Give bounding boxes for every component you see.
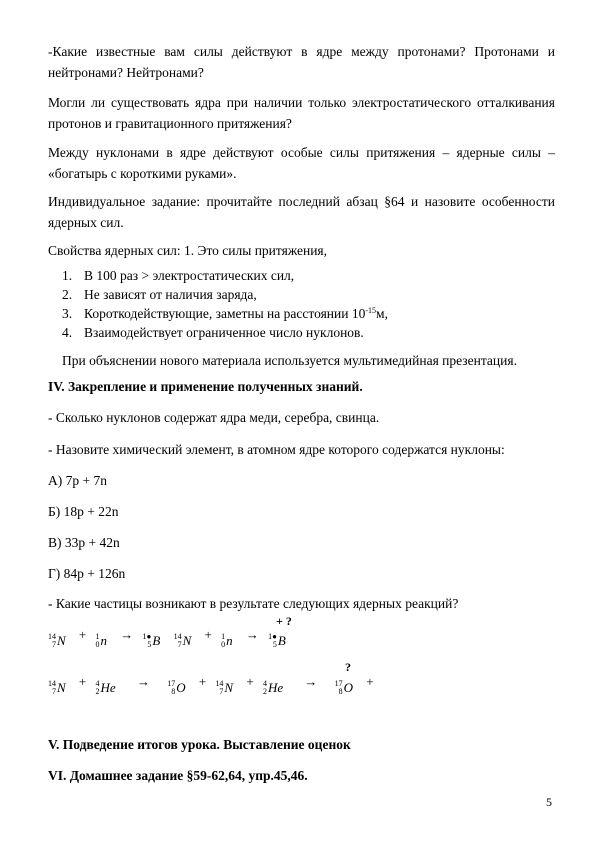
list-number: 1. [62,268,73,283]
nuclide: 1● 5 B [142,632,161,649]
option-c: В) 33p + 42n [48,535,120,550]
reaction-2: 14 7 N + 4 2 He → 17 8 O + 14 7 N + 4 2 He → 17 8 O + [48,674,374,696]
section-5-heading: V. Подведение итогов урока. Выставление оценок [48,737,351,752]
list-item [62,323,542,342]
nuclear-forces-line2: «богатырь с короткими руками». [48,166,237,181]
list-text: В 100 раз > электростатических сил, [84,268,295,283]
list-number: 3. [62,306,73,321]
question-nucleon-count: - Сколько нуклонов содержат ядра меди, серебра, свинца. [48,410,380,425]
list-item [62,304,542,323]
option-a: А) 7p + 7n [48,473,107,488]
question-forces-line2: нейтронами? Нейтронами? [48,65,204,80]
nuclide: 14 7 N [215,679,234,696]
option-d: Г) 84p + 126n [48,566,126,581]
list-text: Взаимодействует ограниченное число нуклонов. [84,325,364,340]
list-text: Не зависят от наличия заряда, [84,287,257,302]
list-item [62,285,542,304]
nuclide: 14 7 N [48,632,66,649]
nuclide: 14 7 N [48,679,66,696]
list-text [84,304,388,323]
nuclide: 4 2 He [262,679,284,696]
question-nuclei-line2: протонов и гравитационного притяжения? [48,116,292,131]
nuclide: 17 8 O [334,679,353,696]
nuclide: 4 2 He [95,679,116,696]
properties-intro: Свойства ядерных сил: 1. Это силы притяжения, [48,243,327,258]
unknown-particle-2: ? [345,660,351,674]
individual-task-line2: ядерных сил. [48,215,124,230]
option-b: Б) 18p + 22n [48,504,119,519]
list-text-before: Короткодействующие, заметны на расстоянии 10 [84,306,366,321]
reaction-1: 14 7 N + 1 0 n → 1● 5 B 14 7 N + 1 0 n → 1● 5 B [48,627,286,649]
nuclide: 14 7 N [173,632,192,649]
question-particles: - Какие частицы возникают в результате следующих ядерных реакций? [48,596,459,611]
list-item [62,266,542,285]
question-element: - Назовите химический элемент, в атомном ядре которого содержатся нуклоны: [48,442,505,457]
section-6-heading: VI. Домашнее задание §59-62,64, упр.45,46. [48,768,308,783]
page-number: 5 [546,795,552,809]
nuclide: 1 0 n [221,632,233,649]
list-text-after: м, [376,306,388,321]
list-number: 2. [62,287,73,302]
section-4-heading: IV. Закрепление и применение полученных знаний. [48,379,363,394]
unknown-particle-1: + ? [276,614,292,628]
presentation-note: При объяснении нового материала используется мультимедийная презентация. [62,353,517,368]
list-number: 4. [62,325,73,340]
nuclide: 1● 5 B [268,632,286,649]
properties-list [62,266,542,342]
question-forces-line1: -Какие известные вам силы действуют в ядре между протонами? Протонами и [48,44,555,59]
question-nuclei-line1: Могли ли существовать ядра при наличии только электростатического отталкивания [48,95,555,110]
nuclide: 1 0 n [95,632,108,649]
nuclide: 17 8 O [167,679,186,696]
exponent: -15 [365,306,377,315]
individual-task-line1: Индивидуальное задание: прочитайте последний абзац §64 и назовите особенности [48,194,555,209]
nuclear-forces-line1: Между нуклонами в ядре действуют особые силы притяжения – ядерные силы – [48,145,555,160]
